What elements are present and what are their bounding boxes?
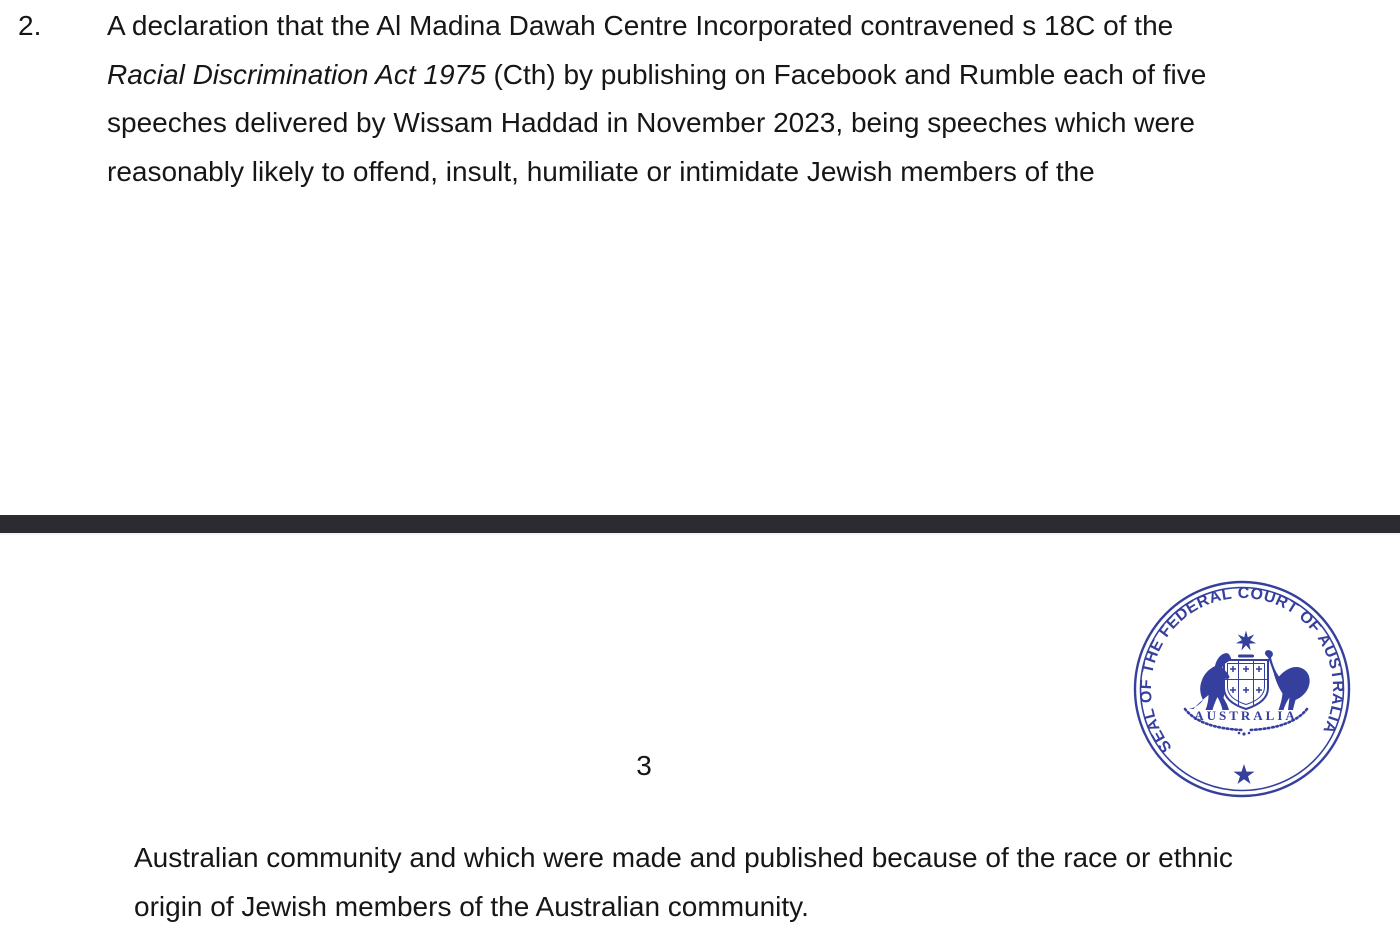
shield [1224, 660, 1268, 709]
coat-of-arms [1185, 631, 1310, 736]
seal-outer-ring [1135, 582, 1349, 796]
text-line: reasonably likely to offend, insult, humiliate or intimidate Jewish members of the [107, 155, 1095, 187]
seal-bottom-star [1234, 764, 1255, 784]
page-separator [0, 515, 1400, 533]
page-number: 3 [636, 750, 652, 781]
kangaroo-silhouette [1189, 653, 1231, 710]
australia-banner: AUSTRALIA [1194, 708, 1298, 723]
text-line: origin of Jewish members of the Australian community. [134, 891, 809, 922]
text-line: Australian community and which were made and published because of the race or ethnic [134, 842, 1233, 873]
wattle-center-cluster [1238, 732, 1251, 736]
paragraph-number: 2. [18, 10, 42, 41]
emu-silhouette [1265, 650, 1310, 710]
federal-court-seal [1132, 579, 1352, 799]
star-wreath [1238, 655, 1254, 658]
continuation-paragraph [134, 833, 1374, 931]
declaration-paragraph [107, 2, 1347, 196]
text-line: speeches delivered by Wissam Haddad in November 2023, being speeches which were [107, 107, 1195, 139]
commonwealth-star [1236, 631, 1256, 651]
text-line: A declaration that the Al Madina Dawah Centre Incorporated contravened s 18C of the [107, 10, 1174, 41]
text-line: Racial Discrimination Act 1975 (Cth) by publishing on Facebook and Rumble each of five [107, 58, 1207, 90]
seal-ring-text: SEAL OF THE FEDERAL COURT OF AUSTRALIA [1137, 584, 1347, 756]
